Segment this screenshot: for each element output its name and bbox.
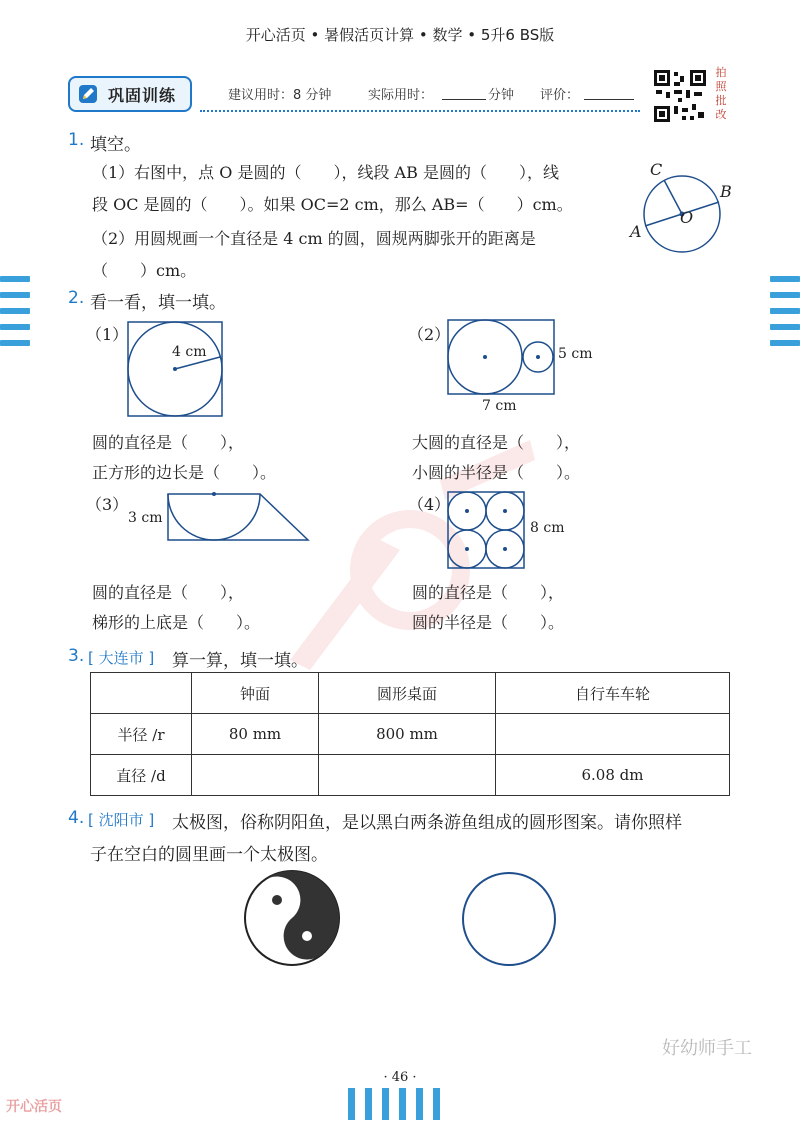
q1-circle-figure	[620, 156, 740, 256]
actual-time-blank[interactable]	[442, 99, 486, 100]
q1-line3: （2）用圆规画一个直径是 4 cm 的圆，圆规两脚张开的距离是	[92, 229, 536, 248]
q2-p2-ans2: 小圆的半径是（ ）。	[412, 463, 581, 482]
q2-p2-ans1: 大圆的直径是（ ），	[412, 433, 581, 452]
q1-number: 1.	[68, 130, 85, 150]
q1-label-b: B	[720, 182, 732, 201]
q2-p1-figure	[126, 320, 226, 420]
q1-line4: （ ）cm。	[92, 261, 197, 280]
q3-table	[90, 672, 730, 796]
q2-p1-ans2: 正方形的边长是（ ）。	[92, 463, 277, 482]
section-tag-label: 巩固训练	[108, 85, 177, 105]
table-cell: 6.08 dm	[496, 755, 730, 796]
table-header-cell	[91, 673, 192, 714]
q4-city: [ 沈阳市 ]	[88, 811, 155, 829]
dotted-divider	[200, 110, 640, 112]
table-row	[91, 755, 730, 796]
table-row	[91, 714, 730, 755]
qr-caption: 拍 照 批 改	[715, 66, 727, 121]
q1-label-a: A	[630, 222, 642, 241]
q2-p2-dim-width: 7 cm	[482, 398, 517, 414]
q1-title: 填空。	[90, 135, 141, 155]
q2-p1-ans1: 圆的直径是（ ），	[92, 433, 245, 452]
q2-p3-ans2: 梯形的上底是（ ）。	[92, 613, 261, 632]
q2-p1-dim: 4 cm	[172, 344, 207, 360]
q1-line1: （1）右图中，点 O 是圆的（ ），线段 AB 是圆的（ ），线	[92, 163, 559, 182]
q2-title: 看一看，填一填。	[90, 293, 226, 313]
q2-p4-dim: 8 cm	[530, 520, 565, 536]
table-cell-blank[interactable]	[192, 755, 319, 796]
q2-p4-label: （4）	[408, 495, 451, 514]
table-cell-blank[interactable]	[496, 714, 730, 755]
q4-line1: 太极图，俗称阴阳鱼，是以黑白两条游鱼组成的圆形图案。请你照样	[172, 813, 682, 833]
taiji-icon	[242, 868, 342, 968]
q1-label-o: O	[680, 208, 694, 227]
q2-p1-label: （1）	[86, 325, 129, 344]
q3-city: [ 大连市 ]	[88, 649, 155, 667]
q4-number: 4.	[68, 808, 85, 828]
table-row-label: 直径 /d	[91, 755, 192, 796]
q2-p3-label: （3）	[86, 495, 129, 514]
page-header-title: 开心活页 • 暑假活页计算 • 数学 • 5升6 BS版	[245, 26, 555, 44]
q2-p2-label: （2）	[408, 325, 451, 344]
q2-number: 2.	[68, 288, 85, 308]
table-cell-blank[interactable]	[319, 755, 496, 796]
left-edge-bars	[0, 276, 30, 356]
q2-p2-dim-small: 5 cm	[558, 346, 593, 362]
watermark-text: 好幼师手工	[662, 1038, 752, 1059]
evaluation-label: 评价：	[540, 88, 580, 103]
table-cell: 80 mm	[192, 714, 319, 755]
q2-p3-dim: 3 cm	[128, 510, 163, 526]
page-number: · 46 ·	[383, 1070, 417, 1085]
table-header-row	[91, 673, 730, 714]
brand-logo: 开心活页	[6, 1099, 62, 1115]
q4-line2: 子在空白的圆里画一个太极图。	[90, 845, 328, 865]
q3-number: 3.	[68, 646, 85, 666]
table-header-cell: 圆形桌面	[319, 673, 496, 714]
q2-p3-figure	[166, 490, 312, 544]
actual-time-label: 实际用时：	[368, 88, 434, 103]
q2-p3-ans1: 圆的直径是（ ），	[92, 583, 245, 602]
q2-p4-figure	[446, 490, 526, 570]
evaluation-blank[interactable]	[584, 99, 634, 100]
q2-p2-figure	[446, 318, 556, 398]
q1-line2: 段 OC 是圆的（ ）。如果 OC=2 cm，那么 AB=（ ）cm。	[92, 195, 573, 214]
section-tag	[68, 76, 192, 112]
table-header-cell: 自行车车轮	[496, 673, 730, 714]
right-edge-bars	[770, 276, 800, 356]
table-row-label: 半径 /r	[91, 714, 192, 755]
table-cell: 800 mm	[319, 714, 496, 755]
q3-title: 算一算，填一填。	[172, 651, 308, 671]
q1-label-c: C	[650, 160, 663, 179]
blank-circle-drawing-area[interactable]	[460, 870, 558, 968]
suggested-time: 建议用时：8 分钟	[228, 88, 332, 103]
actual-time-unit: 分钟	[488, 88, 515, 103]
qr-code-icon[interactable]	[652, 68, 708, 124]
table-header-cell: 钟面	[192, 673, 319, 714]
pencil-icon	[74, 80, 102, 108]
q2-p4-ans2: 圆的半径是（ ）。	[412, 613, 565, 632]
footer-bars	[348, 1088, 450, 1124]
q2-p4-ans1: 圆的直径是（ ），	[412, 583, 565, 602]
